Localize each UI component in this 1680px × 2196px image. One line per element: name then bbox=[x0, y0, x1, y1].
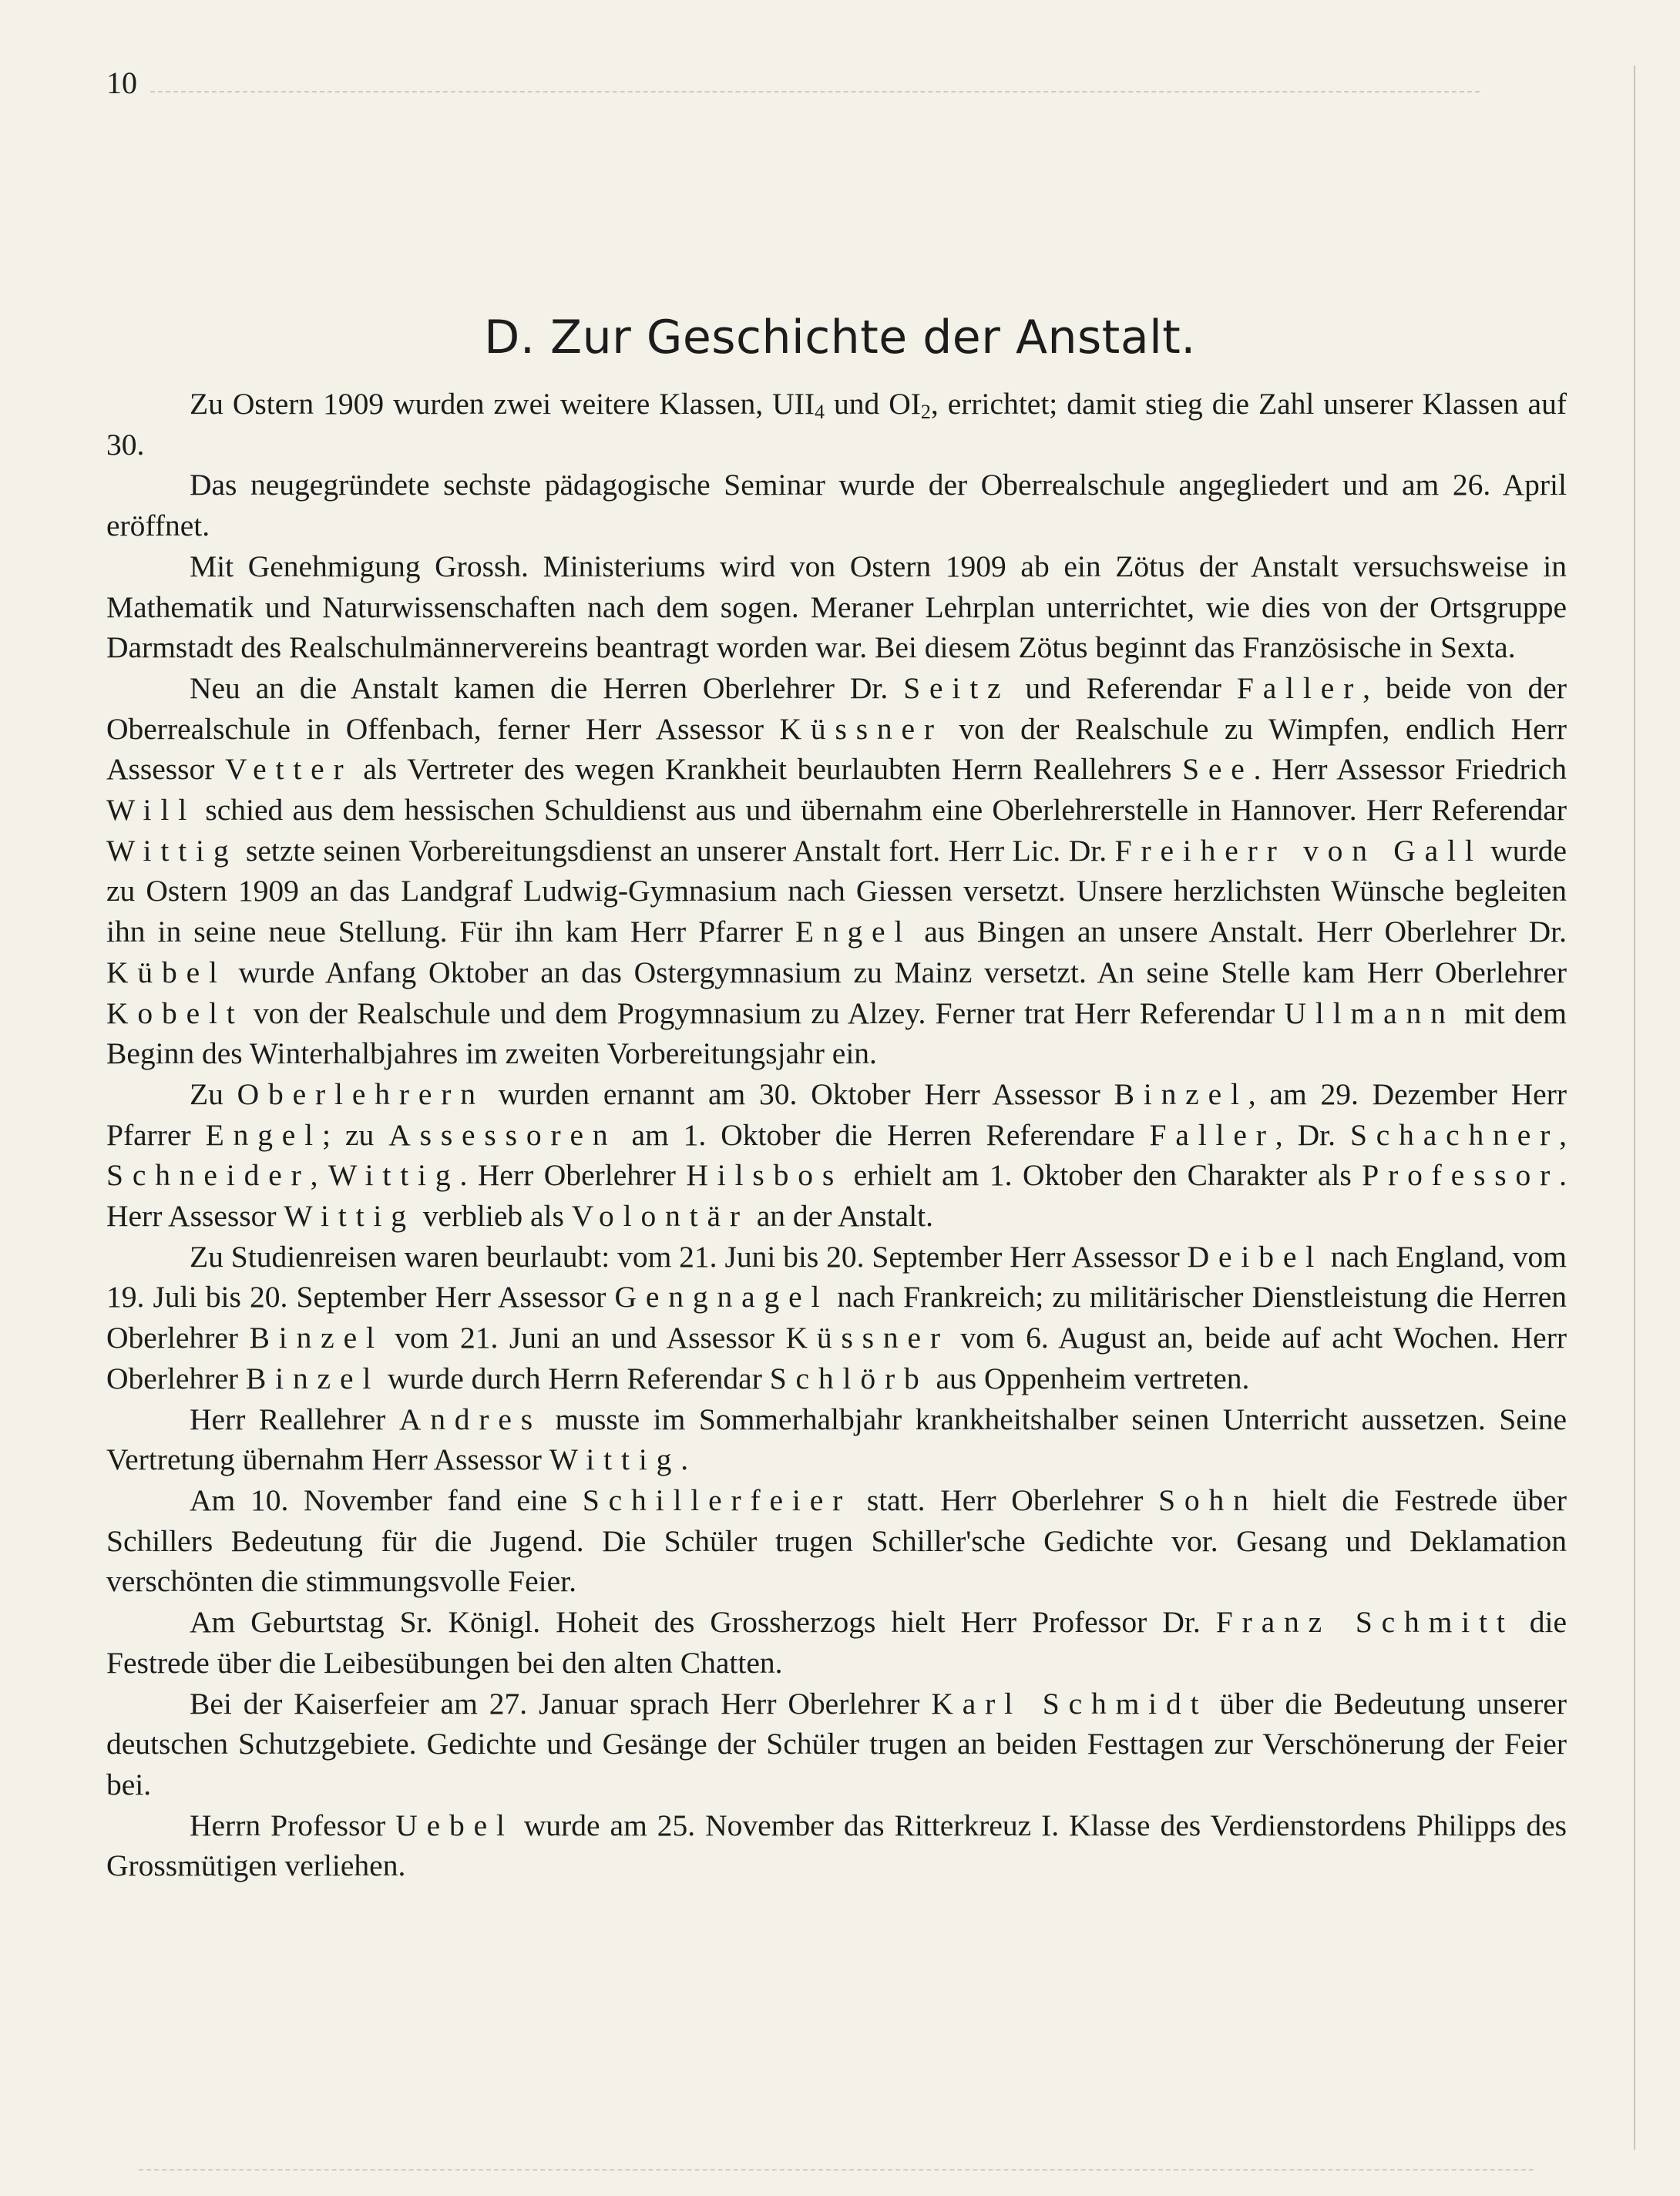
text-run: , errichtet; damit stieg die Zahl unserer Klassen auf 30. bbox=[106, 387, 1567, 462]
spaced-name: Schlörb bbox=[769, 1361, 929, 1395]
spaced-name: Wittig bbox=[549, 1442, 681, 1477]
text-run: und Referendar bbox=[1010, 670, 1237, 705]
spaced-name: Wittig bbox=[284, 1199, 415, 1234]
text-run: , beide von der Oberrealschule in Offenbach, ferner Herr Assessor bbox=[106, 670, 1567, 746]
text-run: , am 29. Dezember Herr Pfarrer bbox=[106, 1076, 1567, 1152]
spaced-name: See bbox=[1182, 752, 1254, 787]
subscript: 2 bbox=[920, 401, 931, 423]
text-run: wurde Anfang Oktober an das Ostergymnasium zu Mainz versetzt. An seine Stelle kam Herr Oberlehrer bbox=[226, 955, 1567, 989]
spaced-name: Franz Schmitt bbox=[1215, 1605, 1514, 1640]
text-run: ; zu bbox=[322, 1117, 389, 1152]
paragraph bbox=[106, 1805, 1567, 1886]
paragraph bbox=[106, 1602, 1567, 1683]
text-run: über die Bedeutung unserer deutschen Schutzgebiete. Gedichte und Gesänge der Schüler trugen an beiden Festtagen zur Verschönerung der Feier bei. bbox=[106, 1686, 1567, 1801]
text-run: vom 21. Juni an und Assessor bbox=[383, 1321, 786, 1355]
spaced-name: Oberlehrern bbox=[237, 1076, 485, 1111]
text-run: vom 6. August an, beide auf acht Wochen. Herr Oberlehrer bbox=[106, 1321, 1567, 1395]
text-run: . Herr Oberlehrer bbox=[459, 1158, 687, 1193]
spaced-name: Binzel bbox=[245, 1361, 381, 1395]
spaced-name: Faller bbox=[1236, 670, 1363, 705]
text-run: . Herr Assessor bbox=[106, 1158, 1567, 1234]
paragraph bbox=[106, 1237, 1567, 1399]
spaced-name: Schneider bbox=[106, 1158, 311, 1193]
text-run: aus Bingen an unsere Anstalt. Herr Oberlehrer Dr. bbox=[912, 915, 1567, 949]
text-run: am 1. Oktober die Herren Referendare bbox=[617, 1117, 1150, 1152]
spaced-name: Karl Schmidt bbox=[931, 1686, 1208, 1721]
spaced-name: Wittig bbox=[328, 1158, 460, 1193]
text-run: schied aus dem hessischen Schuldienst aus und übernahm eine Oberlehrerstelle in Hannover. Herr Referendar bbox=[196, 793, 1567, 828]
text-run: Zu Ostern 1909 wurden zwei weitere Klassen, UII bbox=[190, 387, 815, 421]
paragraph bbox=[106, 1480, 1567, 1602]
paragraph bbox=[106, 1684, 1567, 1805]
right-margin-rule bbox=[1634, 65, 1635, 2150]
text-run: aus Oppenheim vertreten. bbox=[928, 1361, 1250, 1395]
text-run: nach England, vom 19. Juli bis 20. September Herr Assessor bbox=[106, 1239, 1567, 1315]
spaced-name: Küssner bbox=[785, 1321, 949, 1355]
text-run: Herr Reallehrer bbox=[190, 1402, 399, 1436]
text-run: wurde durch Herrn Referendar bbox=[380, 1361, 770, 1395]
spaced-name: Gengnagel bbox=[614, 1280, 829, 1315]
text-run: Mit Genehmigung Grossh. Ministeriums wird von Ostern 1909 ab ein Zötus der Anstalt versuchsweise in Mathematik und Naturwissenschaften nach dem sogen. Meraner Lehrplan unterrichtet, wie dies von der Ortsgruppe Darmstadt des Realschulmännervereins beantragt worden war. Bei diesem Zötus beginnt das Französische in Sexta. bbox=[106, 549, 1567, 665]
paragraph bbox=[106, 384, 1567, 465]
text-run: Zu bbox=[190, 1076, 237, 1111]
spaced-name: Seitz bbox=[903, 670, 1010, 705]
spaced-name: Binzel bbox=[1114, 1076, 1248, 1111]
spaced-name: Deibel bbox=[1187, 1239, 1324, 1274]
spaced-name: Kübel bbox=[106, 955, 227, 989]
spaced-name: Schachner bbox=[1349, 1117, 1560, 1152]
spaced-name: Assessoren bbox=[388, 1117, 617, 1152]
spaced-name: Ullmann bbox=[1284, 996, 1455, 1030]
spaced-name: Professor bbox=[1362, 1158, 1560, 1193]
text-run: , bbox=[1559, 1117, 1567, 1152]
text-run: wurde zu Ostern 1909 an das Landgraf Ludwig-Gymnasium nach Giessen versetzt. Unsere herzlichsten Wünsche begleiten ihn in seine neue Stellung. Für ihn kam Herr Pfarrer bbox=[106, 833, 1567, 949]
paragraph bbox=[106, 465, 1567, 546]
spaced-name: Hilsbos bbox=[686, 1158, 844, 1193]
spaced-name: Freiherr von Gall bbox=[1114, 833, 1483, 868]
text-run: die Festrede über die Leibesübungen bei den alten Chatten. bbox=[106, 1605, 1567, 1680]
text-run: statt. Herr Oberlehrer bbox=[852, 1482, 1159, 1517]
spaced-name: Engel bbox=[205, 1117, 323, 1152]
text-run: . bbox=[680, 1442, 689, 1477]
text-run: Bei der Kaiserfeier am 27. Januar sprach Herr Oberlehrer bbox=[190, 1686, 932, 1721]
text-run: Am 10. November fand eine bbox=[190, 1482, 583, 1517]
text-run: wurden ernannt am 30. Oktober Herr Assessor bbox=[484, 1076, 1114, 1111]
text-run: als Vertreter des wegen Krankheit beurlaubten Herrn Reallehrers bbox=[352, 752, 1183, 787]
text-run: Das neugegründete sechste pädagogische Seminar wurde der Oberrealschule angegliedert und am 26. April eröffnet. bbox=[106, 468, 1567, 543]
spaced-name: Will bbox=[106, 793, 197, 828]
body-text bbox=[106, 384, 1567, 1886]
text-run: nach Frankreich; zu militärischer Dienstleistung die Herren Oberlehrer bbox=[106, 1280, 1567, 1355]
text-run: . Herr Assessor Friedrich bbox=[1253, 752, 1567, 787]
spaced-name: Kobelt bbox=[106, 996, 244, 1030]
spaced-name: Schillerfeier bbox=[582, 1482, 852, 1517]
spaced-name: Binzel bbox=[249, 1321, 384, 1355]
text-run: hielt die Festrede über Schillers Bedeutung für die Jugend. Die Schüler trugen Schiller'sche Gedichte vor. Gesang und Deklamation verschönten die stimmungsvolle Feier. bbox=[106, 1482, 1567, 1599]
footer-rule bbox=[139, 2169, 1534, 2171]
text-run: musste im Sommerhalbjahr krankheitshalber seinen Unterricht aussetzen. Seine Vertretung übernahm Herr Assessor bbox=[106, 1402, 1567, 1477]
text-run: Neu an die Anstalt kamen die Herren Oberlehrer Dr. bbox=[190, 670, 904, 705]
subscript: 4 bbox=[815, 401, 825, 423]
paragraph bbox=[106, 668, 1567, 1074]
text-run: wurde am 25. November das Ritterkreuz I. Klasse des Verdienstordens Philipps des Grossmütigen verliehen. bbox=[106, 1808, 1567, 1883]
spaced-name: Sohn bbox=[1158, 1482, 1258, 1517]
text-run: , bbox=[310, 1158, 329, 1193]
text-run: Am Geburtstag Sr. Königl. Hoheit des Grossherzogs hielt Herr Professor Dr. bbox=[190, 1605, 1216, 1640]
spaced-name: Vetter bbox=[225, 752, 353, 787]
spaced-name: Wittig bbox=[106, 833, 238, 868]
text-run: verblieb als bbox=[415, 1199, 572, 1234]
text-run: setzte seinen Vorbereitungsdienst an unserer Anstalt fort. Herr Lic. Dr. bbox=[237, 833, 1115, 868]
text-run: Zu Studienreisen waren beurlaubt: vom 21. Juni bis 20. September Herr Assessor bbox=[190, 1239, 1188, 1274]
text-run: Herrn Professor bbox=[190, 1808, 396, 1842]
spaced-name: Uebel bbox=[395, 1808, 514, 1842]
paragraph bbox=[106, 1399, 1567, 1480]
spaced-name: Küssner bbox=[779, 711, 943, 746]
page-number: 10 bbox=[106, 65, 137, 100]
spaced-name: Engel bbox=[795, 915, 912, 949]
paragraph bbox=[106, 546, 1567, 668]
text-run: von der Realschule zu Wimpfen, endlich Herr Assessor bbox=[106, 711, 1567, 787]
section-title: D. Zur Geschichte der Anstalt. bbox=[484, 311, 1196, 364]
text-run: mit dem Beginn des Winterhalbjahres im zweiten Vorbereitungsjahr ein. bbox=[106, 996, 1567, 1071]
spaced-name: Faller bbox=[1149, 1117, 1275, 1152]
text-run: an der Anstalt. bbox=[748, 1199, 934, 1234]
text-run: , Dr. bbox=[1275, 1117, 1350, 1152]
header-rule bbox=[150, 91, 1480, 92]
spaced-name: Andres bbox=[398, 1402, 542, 1436]
text-run: erhielt am 1. Oktober den Charakter als bbox=[843, 1158, 1362, 1193]
paragraph bbox=[106, 1074, 1567, 1237]
text-run: und OI bbox=[825, 387, 921, 421]
spaced-name: Volontär bbox=[571, 1199, 749, 1234]
text-run: von der Realschule und dem Progymnasium zu Alzey. Ferner trat Herr Referendar bbox=[244, 996, 1285, 1030]
